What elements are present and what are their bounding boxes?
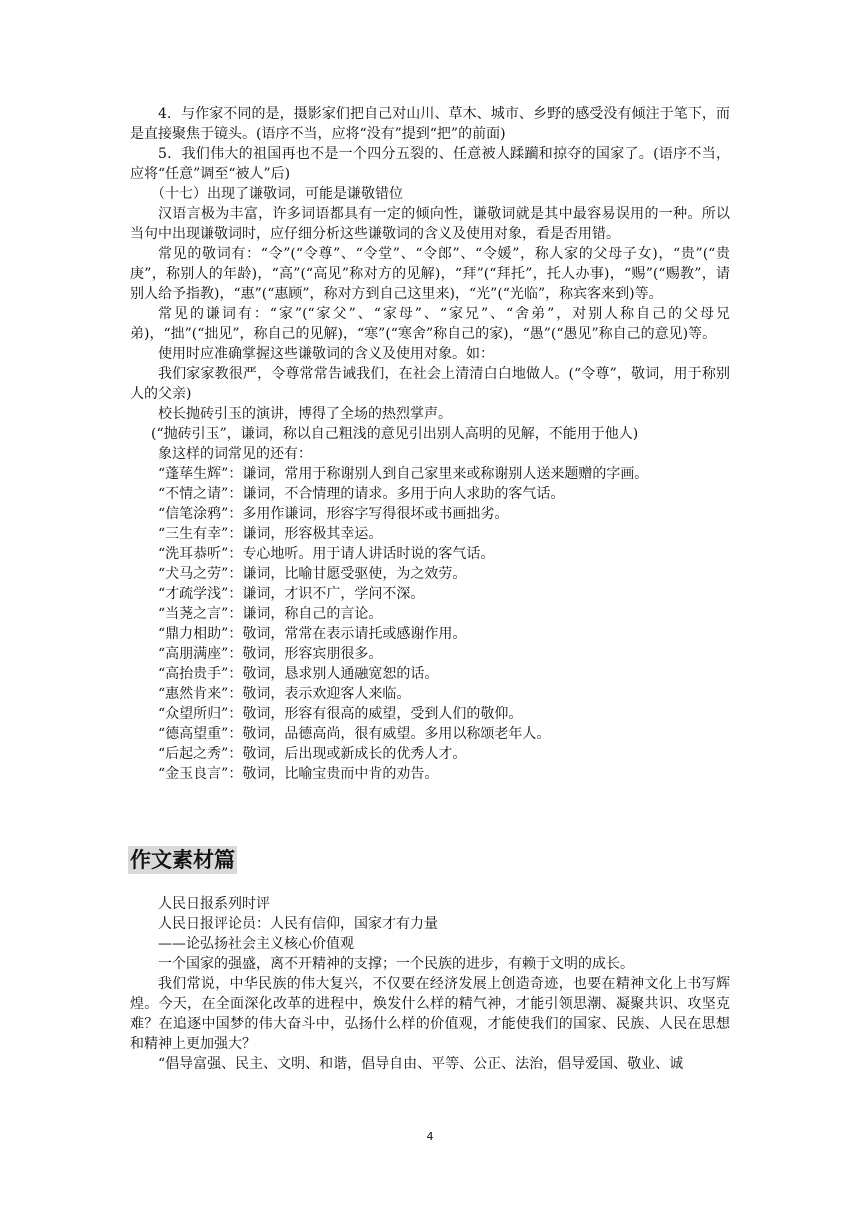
idiom-entry: “高抬贵手”：敬词，恳求别人通融宽恕的话。	[158, 666, 439, 682]
paragraph: 一个国家的强盛，离不开精神的支撑；一个民族的进步，有赖于文明的成长。	[158, 956, 634, 972]
section-spacer	[130, 784, 730, 844]
idiom-entry: “洗耳恭听”：专心地听。用于请人讲话时说的客气话。	[158, 546, 495, 562]
idiom-entry: “犬马之劳”：谦词，比喻甘愿受驱使，为之效劳。	[158, 566, 467, 582]
paragraph: 象这样的词常见的还有：	[158, 446, 312, 462]
page-content	[130, 104, 730, 1074]
paragraph: 使用时应准确掌握这些谦敬词的含义及使用对象。如：	[158, 346, 494, 362]
paragraph: 汉语言极为丰富，许多词语都具有一定的倾向性，谦敬词就是其中最容易误用的一种。所以当句中出现谦敬词时，应仔细分析这些谦敬词的含义及使用对象，看是否用错。	[130, 206, 730, 242]
idiom-entry: “后起之秀”：敬词，后出现或新成长的优秀人才。	[158, 746, 467, 762]
paragraph: 常见的谦词有：“家”(“家父”、“家母”、“家兄”、“舍弟”，对别人称自己的父母兄弟)，“拙”(“拙见”，称自己的见解)，“寒”(“寒舍”称自己的家)，“愚”(“愚见”称自己的意见)等。	[130, 306, 730, 342]
idiom-entry: “金玉良言”：敬词，比喻宝贵而中肯的劝告。	[158, 766, 439, 782]
subsection-heading: （十七）出现了谦敬词，可能是谦敬错位	[151, 186, 403, 202]
paragraph: 我们常说，中华民族的伟大复兴，不仅要在经济发展上创造奇迹，也要在精神文化上书写辉煌。今天，在全面深化改革的进程中，焕发什么样的精气神，才能引领思潮、凝聚共识、攻坚克难？在追逐中国梦的伟大奋斗中，弘扬什么样的价值观，才能使我们的国家、民族、人民在思想和精神上更加强大？	[130, 976, 730, 1052]
paragraph: 常见的敬词有：“令”(“令尊”、“令堂”、“令郎”、“令媛”，称人家的父母子女)，“贵”(“贵庚”，称别人的年龄)，“高”(“高见”称对方的见解)，“拜”(“拜托”，托人办事)，“赐”(“赐教”，请别人给予指教)，“惠”(“惠顾”，称对方到自己这里来)，“光”(“光临”，称宾客来到)等。	[130, 246, 730, 302]
example-sentence: 校长抛砖引玉的演讲，博得了全场的热烈掌声。	[158, 406, 452, 422]
idiom-entry: “才疏学浅”：谦词，才识不广，学问不深。	[158, 586, 425, 602]
article-title: 人民日报评论员：人民有信仰，国家才有力量	[158, 916, 438, 932]
idiom-entry: “鼎力相助”：敬词，常常在表示请托或感谢作用。	[158, 626, 467, 642]
idiom-entry: “高朋满座”：敬词，形容宾朋很多。	[158, 646, 383, 662]
paragraph: 5．我们伟大的祖国再也不是一个四分五裂的、任意被人蹂躏和掠夺的国家了。(语序不当，应将“任意”调至“被人”后)	[130, 146, 730, 182]
idiom-entry: “蓬荜生辉”：谦词，常用于称谢别人到自己家里来或称谢别人送来题赠的字画。	[158, 466, 649, 482]
idiom-entry: “当荛之言”：谦词，称自己的言论。	[158, 606, 383, 622]
idiom-entry: “德高望重”：敬词，品德高尚，很有威望。多用以称颂老年人。	[158, 726, 551, 742]
paragraph: 4．与作家不同的是，摄影家们把自己对山川、草木、城市、乡野的感受没有倾注于笔下，而是直接聚焦于镜头。(语序不当，应将“没有”提到“把”的前面)	[130, 106, 730, 142]
idiom-entry: “三生有幸”：谦词，形容极其幸运。	[158, 526, 383, 542]
article-series: 人民日报系列时评	[158, 896, 270, 912]
idiom-entry: “惠然肯来”：敬词，表示欢迎客人来临。	[158, 686, 411, 702]
example-sentence: 我们家家教很严，令尊常常告诫我们，在社会上清清白白地做人。(“令尊”，敬词，用于称别人的父亲)	[130, 366, 730, 402]
idiom-entry: “不情之请”：谦词，不合情理的请求。多用于向人求助的客气话。	[158, 486, 565, 502]
idiom-entry: “信笔涂鸦”：多用作谦词，形容字写得很坏或书画拙劣。	[158, 506, 509, 522]
paragraph: “倡导富强、民主、文明、和谐，倡导自由、平等、公正、法治，倡导爱国、敬业、诚	[158, 1056, 684, 1072]
article-subtitle: ——论弘扬社会主义核心价值观	[158, 936, 354, 952]
page-number: 4	[426, 1130, 434, 1143]
example-note: (“抛砖引玉”，谦词，称以自己粗浅的意见引出别人高明的见解，不能用于他人)	[151, 426, 639, 442]
section-title: 作文素材篇	[130, 848, 235, 872]
idiom-entry: “众望所归”：敬词，形容有很高的威望，受到人们的敬仰。	[158, 706, 523, 722]
